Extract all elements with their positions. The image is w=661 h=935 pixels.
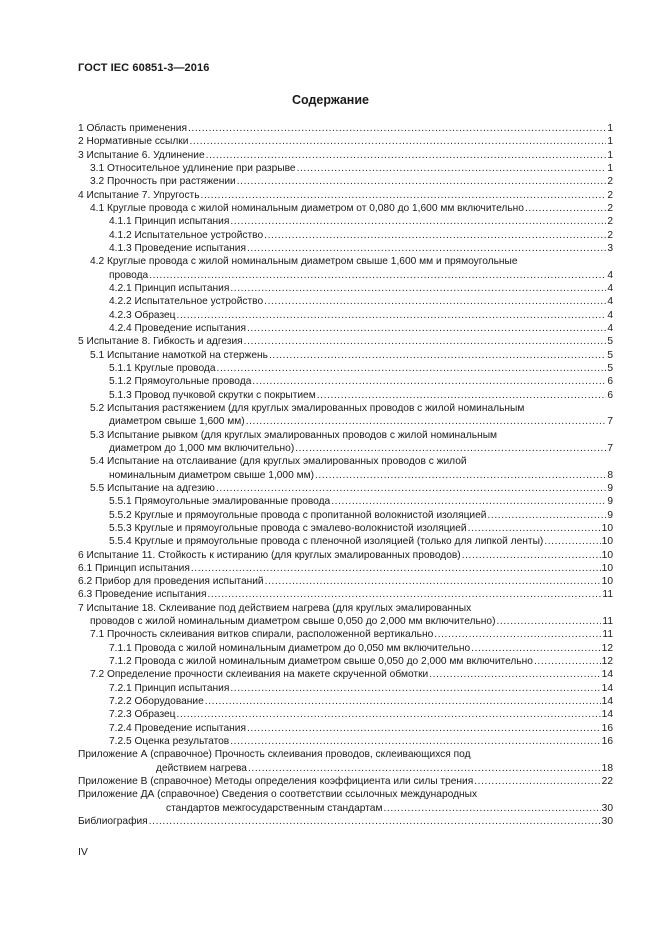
toc-entry-page: 18 [601,762,613,774]
toc-entry [78,788,613,801]
toc-entry [78,175,613,188]
toc-leader-dots [206,149,607,162]
toc-leader-dots [177,708,601,721]
toc-entry-title: стандартов межгосударственным стандартам [166,802,383,814]
toc-entry-page: 4 [607,309,613,321]
toc-leader-dots [177,309,607,322]
toc-leader-dots [315,469,606,482]
toc-entry-title: Приложение ДА (справочное) Сведения о соответствии ссылочных международных [78,789,478,801]
toc-leader-dots [264,295,606,308]
toc-entry [78,469,613,482]
toc-leader-dots [149,269,606,282]
toc-entry-page: 14 [601,669,613,681]
toc-entry-page: 9 [607,496,613,508]
toc-leader-dots [189,135,606,148]
toc-entry-title: 4 Испытание 7. Упругость [78,189,200,201]
toc-entry-title: 3 Испытание 6. Удлинение [78,149,205,161]
toc-entry-title: 5.5.1 Прямоугольные эмалированные провода [109,496,331,508]
toc-entry [78,162,613,175]
toc-leader-dots [252,375,606,388]
toc-entry-title: 5.5.3 Круглые и прямоугольные провода с эмалево-волокнистой изоляцией [109,522,467,534]
toc-entry-title: диаметром до 1,000 мм включительно) [109,442,295,454]
toc-entry [78,402,613,415]
toc-entry-page: 14 [601,696,613,708]
toc-entry-title: 7.2.1 Принцип испытания [109,682,230,694]
toc-entry-title: 6.3 Проведение испытания [78,589,207,601]
toc-entry-page: 6 [607,389,613,401]
toc-entry-page: 1 [607,162,613,174]
toc-entry [78,455,613,468]
toc-entry-page: 4 [607,269,613,281]
toc-entry-title: 5.2 Испытания растяжением (для круглых эмалированных проводов с жилой номинальным [90,402,525,414]
toc-entry-title: 7.1 Прочность склеивания витков спирали, расположенной вертикально [90,629,434,641]
toc-entry-page: 1 [607,149,613,161]
toc-entry [78,482,613,495]
toc-entry-page: 9 [607,482,613,494]
toc-entry [78,615,613,628]
toc-leader-dots [217,362,607,375]
toc-entry [78,255,613,268]
toc-leader-dots [205,695,601,708]
toc-leader-dots [247,722,601,735]
toc-entry-page: 3 [607,242,613,254]
toc-leader-dots [248,762,601,775]
toc-leader-dots [230,282,606,295]
toc-leader-dots [462,549,601,562]
toc-entry-title: 4.2.4 Проведение испытания [109,322,246,334]
toc-entry-title: 5.5 Испытание на адгезию [90,482,215,494]
toc-entry [78,282,613,295]
toc-entry-page: 5 [607,349,613,361]
page-title: Содержание [291,93,369,107]
toc-entry-title: Приложение В (справочное) Методы определения коэффициента или силы трения [78,776,474,788]
toc-leader-dots [216,482,606,495]
toc-leader-dots [471,642,601,655]
toc-entry-title: 7.2.4 Проведение испытания [109,722,246,734]
toc-entry [78,668,613,681]
toc-entry-title: 7.2.3 Образец [109,709,176,721]
toc-entry-title: 4.2.3 Образец [109,309,176,321]
toc-leader-dots [317,389,607,402]
toc-entry [78,722,613,735]
toc-entry-page: 2 [607,189,613,201]
toc-leader-dots [468,522,601,535]
toc-leader-dots [544,535,600,548]
toc-entry-page: 30 [601,802,613,814]
toc-entry [78,122,613,135]
toc-entry [78,322,613,335]
toc-entry-page: 14 [601,682,613,694]
toc-entry-page: 14 [601,709,613,721]
toc-leader-dots [269,349,606,362]
toc-entry-page: 5 [607,336,613,348]
toc-entry [78,149,613,162]
toc-leader-dots [207,588,601,601]
page-number: IV [78,846,88,858]
toc-entry-page: 1 [607,123,613,134]
toc-entry-page: 2 [607,202,613,214]
toc-entry-page: 7 [607,416,613,428]
toc-entry [78,415,613,428]
toc-entry-title: 1 Область применения [78,123,187,134]
toc-entry-page: 2 [607,176,613,188]
toc-entry [78,535,613,548]
toc-entry-title: 7.2 Определение прочности склеивания на макете скрученной обмотки [90,669,429,681]
toc-entry [78,442,613,455]
toc-entry-page: 4 [607,282,613,294]
toc-leader-dots [247,242,606,255]
toc-leader-dots [297,162,607,175]
toc-entry-title: 5.5.2 Круглые и прямоугольные провода с пропитанной волокнистой изоляцией [109,509,487,521]
toc-entry [78,588,613,601]
toc-entry-page: 4 [607,296,613,308]
toc-entry-title: 3.2 Прочность при растяжении [90,176,236,188]
toc-leader-dots [188,122,606,135]
toc-entry [78,202,613,215]
toc-entry-page: 11 [602,589,613,601]
toc-entry-title: Библиография [78,816,148,828]
toc-entry [78,229,613,242]
toc-entry-title: 6 Испытание 11. Стойкость к истиранию (для круглых эмалированных проводов) [78,549,461,561]
toc-entry-page: 10 [601,522,613,534]
toc-entry-title: 6.2 Прибор для проведения испытаний [78,576,264,588]
toc-entry-title: 5.4 Испытание на отслаивание (для круглых эмалированных проводов с жилой [90,456,467,468]
toc-leader-dots [331,495,606,508]
toc-entry-title: 4.1.2 Испытательное устройство [109,229,264,241]
toc-leader-dots [429,668,600,681]
toc-entry [78,269,613,282]
toc-leader-dots [434,628,601,641]
toc-entry [78,349,613,362]
toc-leader-dots [534,655,601,668]
toc-entry [78,802,613,815]
toc-entry-page: 11 [602,629,613,641]
toc-entry [78,522,613,535]
toc-entry-title: 2 Нормативные ссылки [78,136,189,148]
toc-entry [78,389,613,402]
toc-entry [78,362,613,375]
toc-leader-dots [247,322,606,335]
toc-leader-dots [246,415,607,428]
toc-leader-dots [525,202,606,215]
toc-entry-title: 7.2.5 Оценка результатов [109,736,230,748]
toc-entry [78,509,613,522]
toc-entry-page: 30 [601,816,613,828]
toc-entry-page: 12 [601,642,613,654]
toc-entry [78,628,613,641]
toc-entry-page: 16 [601,736,613,748]
toc-entry-title: проводов с жилой номинальным диаметром свыше 0,050 до 2,000 мм включительно) [90,616,496,628]
toc-entry [78,642,613,655]
toc-entry-page: 11 [602,616,613,628]
toc-entry-title: 4.1.3 Проведение испытания [109,242,246,254]
toc-leader-dots [230,735,600,748]
toc-entry [78,549,613,562]
toc-entry-page: 1 [607,136,613,148]
toc-entry [78,295,613,308]
toc-entry-page: 10 [601,576,613,588]
toc-entry-title: провода [109,269,149,281]
toc-entry [78,815,613,828]
toc-entry-title: 7 Испытание 18. Склеивание под действием нагрева (для круглых эмалированных [78,602,472,614]
toc-leader-dots [496,615,601,628]
toc-entry-title: 4.1 Круглые провода с жилой номинальным диаметром от 0,080 до 1,600 мм включительно [90,202,524,214]
toc-entry [78,602,613,615]
document-code: ГОСТ IEC 60851-3—2016 [78,62,210,74]
toc-entry-title: 5.5.4 Круглые и прямоугольные провода с пленочной изоляцией (только для липкой ленты) [109,536,544,548]
toc-entry [78,748,613,761]
toc-entry [78,242,613,255]
toc-entry [78,335,613,348]
toc-entry [78,695,613,708]
toc-leader-dots [487,509,606,522]
toc-leader-dots [230,682,600,695]
toc-entry-title: 5.1 Испытание намоткой на стержень [90,349,268,361]
toc-entry-page: 8 [607,469,613,481]
toc-entry-title: 7.1.1 Провода с жилой номинальным диаметром до 0,050 мм включительно [109,642,471,654]
toc-entry [78,375,613,388]
toc-entry-page: 12 [601,656,613,668]
toc-entry-title: номинальным диаметром свыше 1,000 мм) [109,469,314,481]
toc-leader-dots [237,175,607,188]
toc-leader-dots [383,802,600,815]
toc-entry-page: 4 [607,322,613,334]
toc-entry-title: 3.1 Относительное удлинение при разрыве [90,162,296,174]
toc-entry-title: 4.2.2 Испытательное устройство [109,296,264,308]
toc-entry-title: 5.3 Испытание рывком (для круглых эмалированных проводов с жилой номинальным [90,429,498,441]
toc-leader-dots [230,215,606,228]
toc-entry [78,708,613,721]
toc-leader-dots [191,562,601,575]
toc-entry [78,775,613,788]
toc-leader-dots [264,229,606,242]
toc-entry [78,655,613,668]
toc-entry [78,735,613,748]
toc-entry-title: действием нагрева [156,762,247,774]
toc-entry [78,762,613,775]
toc-leader-dots [149,815,601,828]
toc-entry [78,309,613,322]
toc-entry-title: 6.1 Принцип испытания [78,562,190,574]
toc-entry [78,495,613,508]
toc-entry-page: 10 [601,562,613,574]
toc-leader-dots [265,575,601,588]
toc-entry-page: 16 [601,722,613,734]
toc-entry-page: 10 [601,536,613,548]
toc-entry-page: 2 [607,229,613,241]
toc-entry-title: Приложение А (справочное) Прочность склеивания проводов, склеивающихся под [78,749,471,761]
toc-leader-dots [474,775,600,788]
toc-entry-page: 7 [607,442,613,454]
toc-entry-title: 4.2.1 Принцип испытания [109,282,230,294]
toc-entry-page: 10 [601,549,613,561]
toc-entry-page: 6 [607,376,613,388]
toc-leader-dots [201,189,607,202]
toc-leader-dots [295,442,606,455]
toc-entry-page: 5 [607,362,613,374]
toc-entry [78,562,613,575]
toc-entry-title: 4.1.1 Принцип испытания [109,216,230,228]
toc-entry-title: диаметром свыше 1,600 мм) [109,416,245,428]
table-of-contents [78,122,613,828]
toc-entry [78,189,613,202]
toc-entry-title: 5.1.3 Провод пучковой скрутки с покрытием [109,389,316,401]
toc-entry-page: 22 [601,776,613,788]
toc-entry-title: 4.2 Круглые провода с жилой номинальным диаметром свыше 1,600 мм и прямоугольные [90,256,518,268]
toc-entry-title: 7.2.2 Оборудование [109,696,204,708]
toc-entry-title: 5.1.1 Круглые провода [109,362,216,374]
toc-entry-page: 9 [607,509,613,521]
toc-entry [78,575,613,588]
toc-leader-dots [244,335,607,348]
toc-entry [78,135,613,148]
toc-entry-title: 7.1.2 Провода с жилой номинальным диаметром свыше 0,050 до 2,000 мм включительно [109,656,533,668]
toc-entry [78,429,613,442]
toc-entry-page: 2 [607,216,613,228]
toc-entry [78,215,613,228]
toc-entry-title: 5 Испытание 8. Гибкость и адгезия [78,336,243,348]
toc-entry [78,682,613,695]
toc-entry-title: 5.1.2 Прямоугольные провода [109,376,252,388]
